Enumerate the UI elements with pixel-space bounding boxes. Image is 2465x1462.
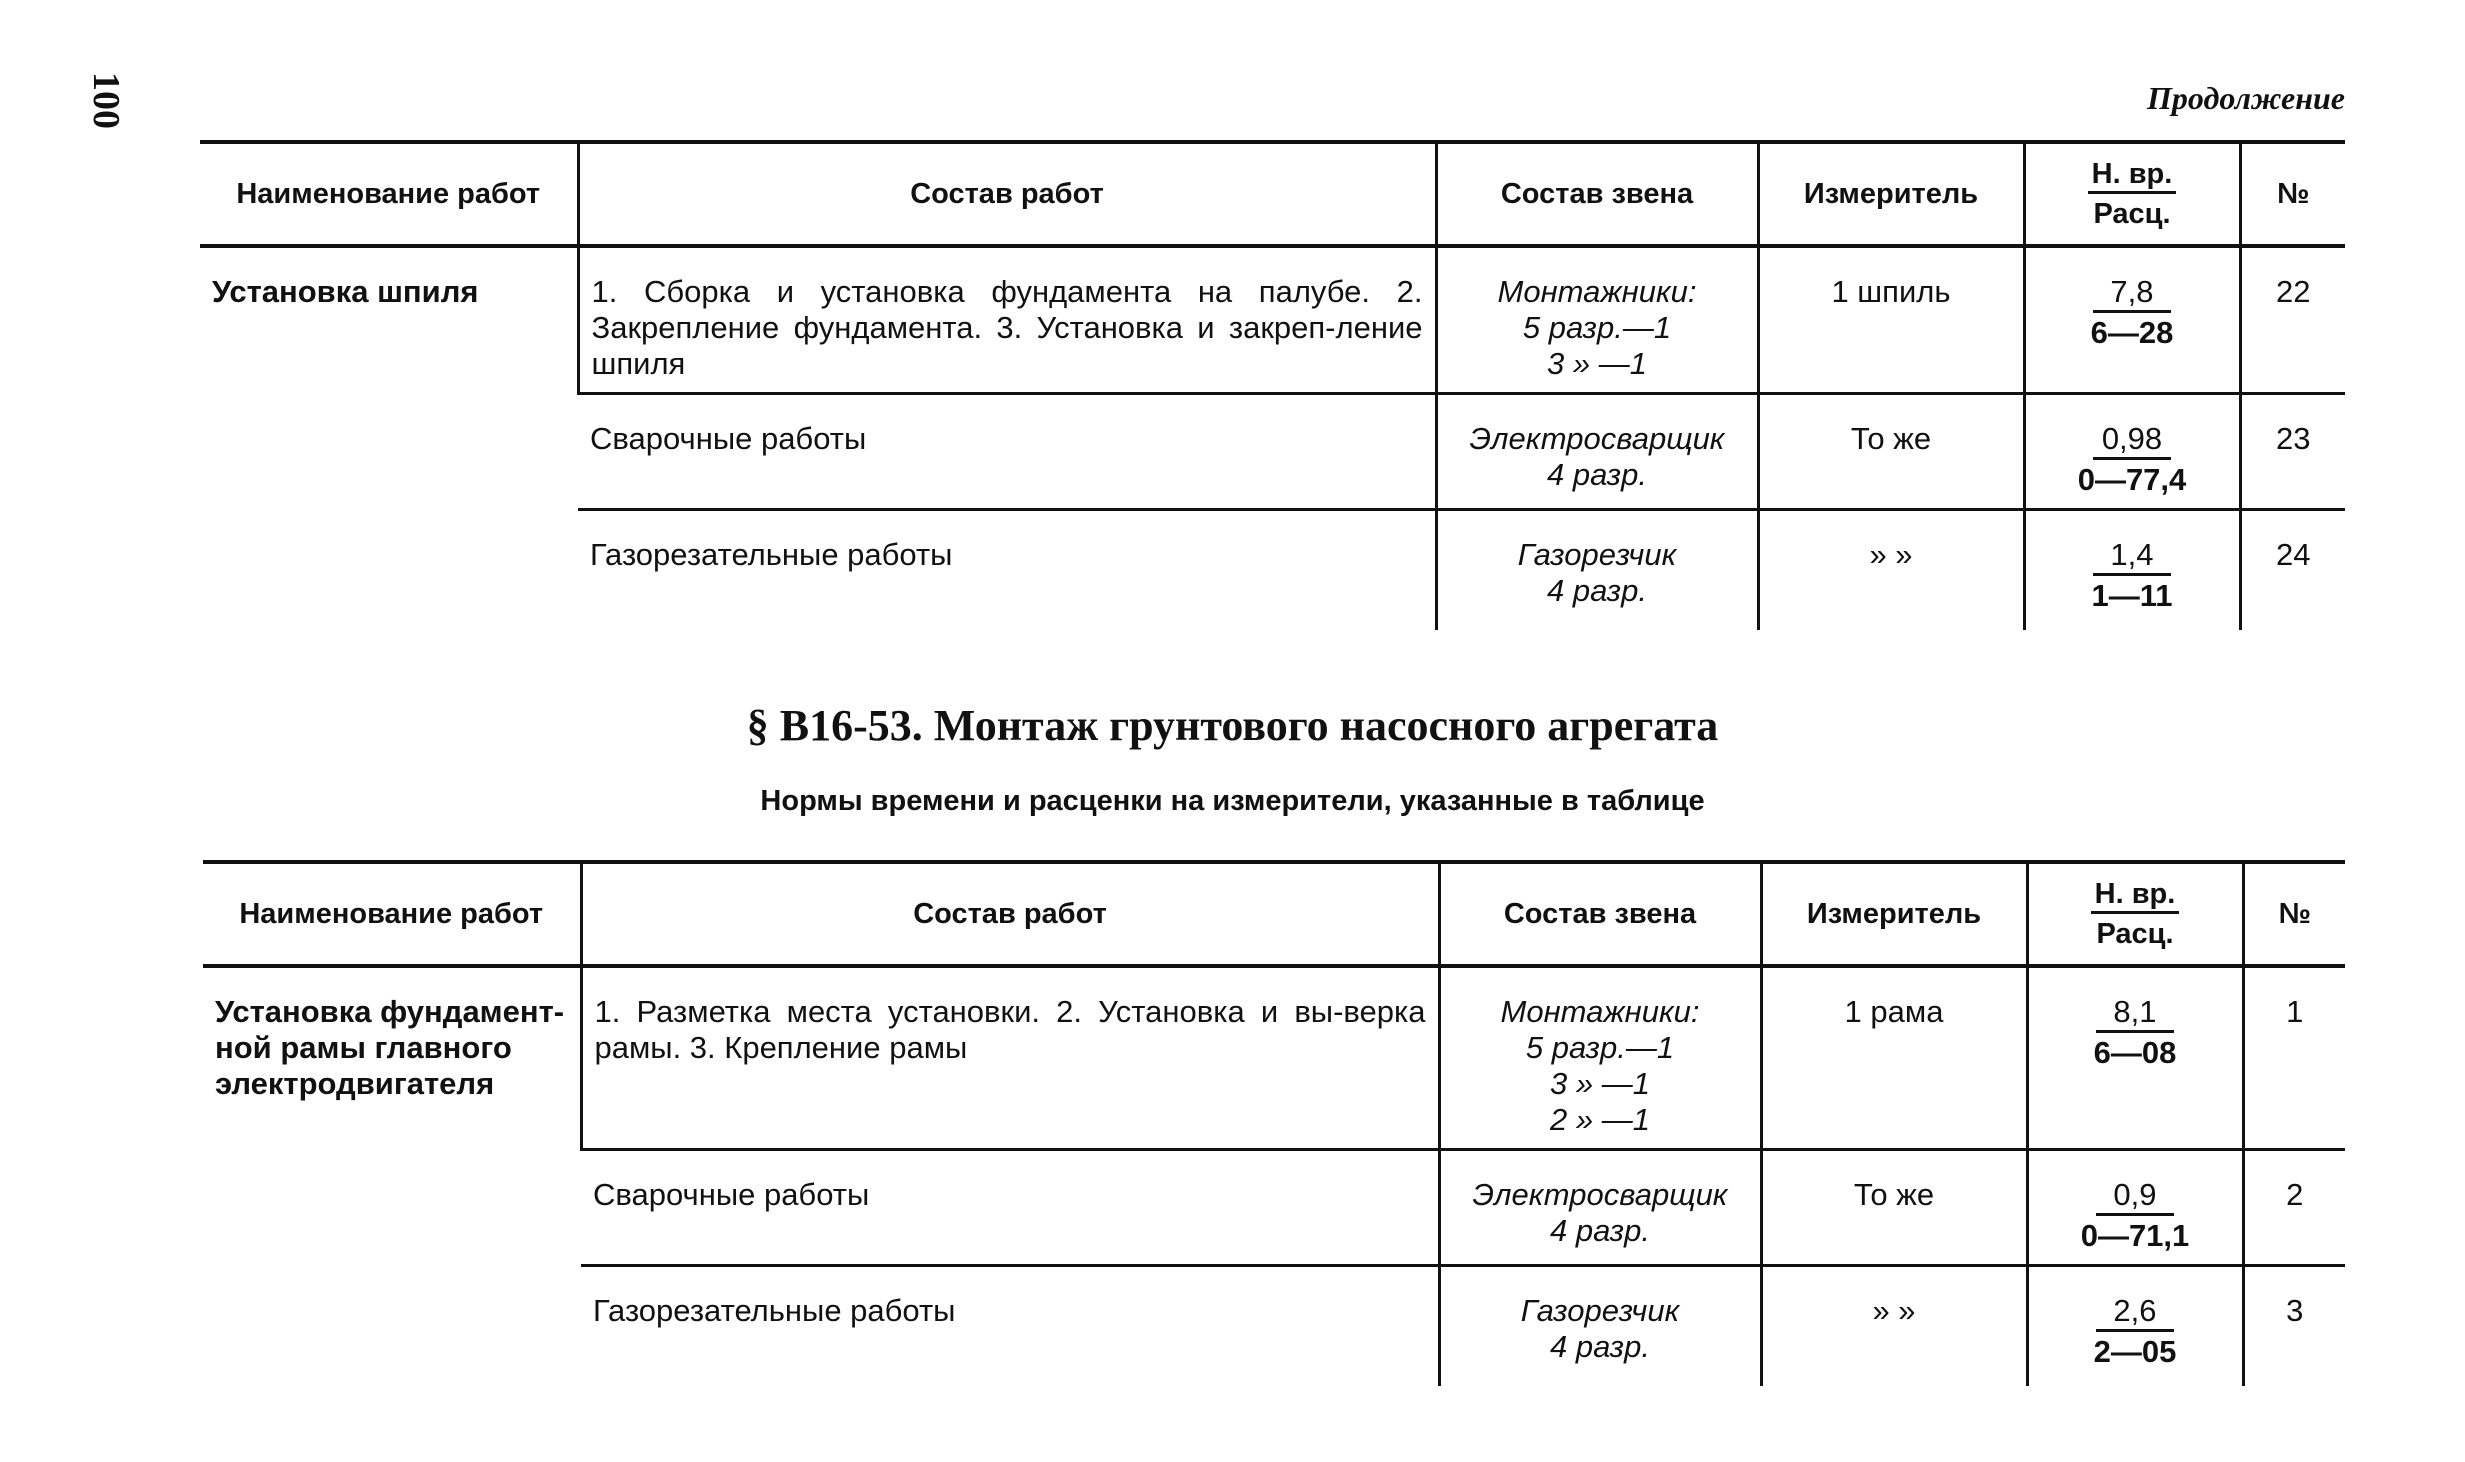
row-number: 23: [2240, 394, 2345, 510]
table-row: [200, 246, 2345, 394]
header-name: Наименование работ: [200, 142, 578, 246]
crew-line: Газорезчик: [1517, 537, 1677, 572]
header-crew: Состав звена: [1439, 862, 1761, 966]
norm-cell: [2024, 394, 2240, 510]
header-crew: Состав звена: [1436, 142, 1758, 246]
price: 6—08: [2093, 1035, 2177, 1070]
header-composition: Состав работ: [578, 142, 1436, 246]
header-composition: Состав работ: [581, 862, 1439, 966]
row-number: 24: [2240, 510, 2345, 631]
norm-time: 0,9: [2096, 1177, 2174, 1216]
norm-cell: [2024, 510, 2240, 631]
crew-line: 5 разр.—1: [1525, 1030, 1675, 1065]
crew-composition: [1439, 1150, 1761, 1266]
norm-cell: [2027, 1266, 2243, 1387]
price: 0—77,4: [2077, 462, 2187, 497]
unit: То же: [1761, 1150, 2027, 1266]
crew-line: Электросварщик: [1472, 1177, 1728, 1212]
price: 1—11: [2091, 578, 2173, 613]
crew-line: 2 » —1: [1550, 1102, 1650, 1137]
price: 0—71,1: [2080, 1218, 2190, 1253]
norm-time: 2,6: [2096, 1293, 2174, 1332]
continuation-label: Продолжение: [2147, 80, 2345, 116]
norm-time: 8,1: [2096, 994, 2174, 1033]
header-norm-fraction: [2088, 158, 2177, 231]
section-subtitle: Нормы времени и расценки на измерители, указанные в таблице: [760, 785, 1705, 817]
norm-fraction: [2081, 1177, 2190, 1254]
work-composition: 1. Разметка места установки. 2. Установка и вы-верка рамы. 3. Крепление рамы: [581, 966, 1439, 1150]
crew-line: 3 » —1: [1547, 346, 1647, 381]
norm-time: 0,98: [2093, 421, 2171, 460]
header-price: Расц.: [2096, 917, 2174, 950]
crew-line: Газорезчик: [1520, 1293, 1680, 1328]
header-norm: [2027, 862, 2243, 966]
work-composition: Сварочные работы: [581, 1150, 1439, 1266]
price: 6—28: [2090, 315, 2174, 350]
page-number: 100: [85, 72, 127, 129]
work-composition: Газорезательные работы: [593, 1293, 956, 1328]
header-number: №: [2243, 862, 2345, 966]
work-composition: 1. Сборка и установка фундамента на палубе. 2. Закрепление фундамента. 3. Установка и закреп-ление шпиля: [578, 246, 1436, 394]
crew-line: 5 разр.—1: [1522, 310, 1672, 345]
unit: » »: [1761, 1266, 2027, 1387]
crew-composition: [1439, 966, 1761, 1150]
norm-fraction: [2094, 994, 2177, 1071]
row-number: 22: [2240, 246, 2345, 394]
crew-composition: [1436, 510, 1758, 631]
header-norm-time: Н. вр.: [2091, 878, 2180, 914]
norms-table-continued: [200, 140, 2345, 630]
row-number: 2: [2243, 1150, 2345, 1266]
crew-line: Монтажники:: [1500, 994, 1700, 1029]
norm-time: 7,8: [2093, 274, 2171, 313]
crew-line: 4 разр.: [1547, 457, 1647, 492]
crew-composition: [1439, 1266, 1761, 1387]
section-title: § В16-53. Монтаж грунтового насосного агрегата: [746, 701, 1719, 750]
header-norm-fraction: [2091, 878, 2180, 951]
crew-line: 4 разр.: [1550, 1213, 1650, 1248]
norms-table: [203, 860, 2345, 1386]
header-norm-time: Н. вр.: [2088, 158, 2177, 194]
work-composition: Сварочные работы: [578, 394, 1436, 510]
work-composition: Газорезательные работы: [590, 537, 953, 572]
header-price: Расц.: [2093, 197, 2171, 230]
row-number: 1: [2243, 966, 2345, 1150]
norm-fraction: [2091, 274, 2174, 351]
crew-line: Монтажники:: [1497, 274, 1697, 309]
crew-line: Электросварщик: [1469, 421, 1725, 456]
norm-cell: [2027, 966, 2243, 1150]
crew-line: 4 разр.: [1547, 573, 1647, 608]
crew-line: 4 разр.: [1550, 1329, 1650, 1364]
unit: » »: [1758, 510, 2024, 631]
header-unit: Измеритель: [1761, 862, 2027, 966]
norm-time: 1,4: [2093, 537, 2171, 576]
crew-line: 3 » —1: [1550, 1066, 1650, 1101]
crew-composition: [1436, 394, 1758, 510]
table-header-row: [203, 862, 2345, 966]
norm-fraction: [2091, 537, 2172, 614]
work-name: Установка шпиля: [212, 274, 479, 309]
norm-cell: [2024, 246, 2240, 394]
header-norm: [2024, 142, 2240, 246]
norm-cell: [2027, 1150, 2243, 1266]
row-number: 3: [2243, 1266, 2345, 1387]
header-unit: Измеритель: [1758, 142, 2024, 246]
unit: 1 рама: [1761, 966, 2027, 1150]
norm-fraction: [2078, 421, 2187, 498]
crew-composition: [1436, 246, 1758, 394]
price: 2—05: [2093, 1334, 2177, 1369]
header-number: №: [2240, 142, 2345, 246]
unit: 1 шпиль: [1758, 246, 2024, 394]
header-name: Наименование работ: [203, 862, 581, 966]
table-header-row: [200, 142, 2345, 246]
table-row: [203, 966, 2345, 1150]
unit: То же: [1758, 394, 2024, 510]
norm-fraction: [2094, 1293, 2177, 1370]
work-name: Установка фундамент-ной рамы главного электродвигателя: [215, 994, 565, 1101]
